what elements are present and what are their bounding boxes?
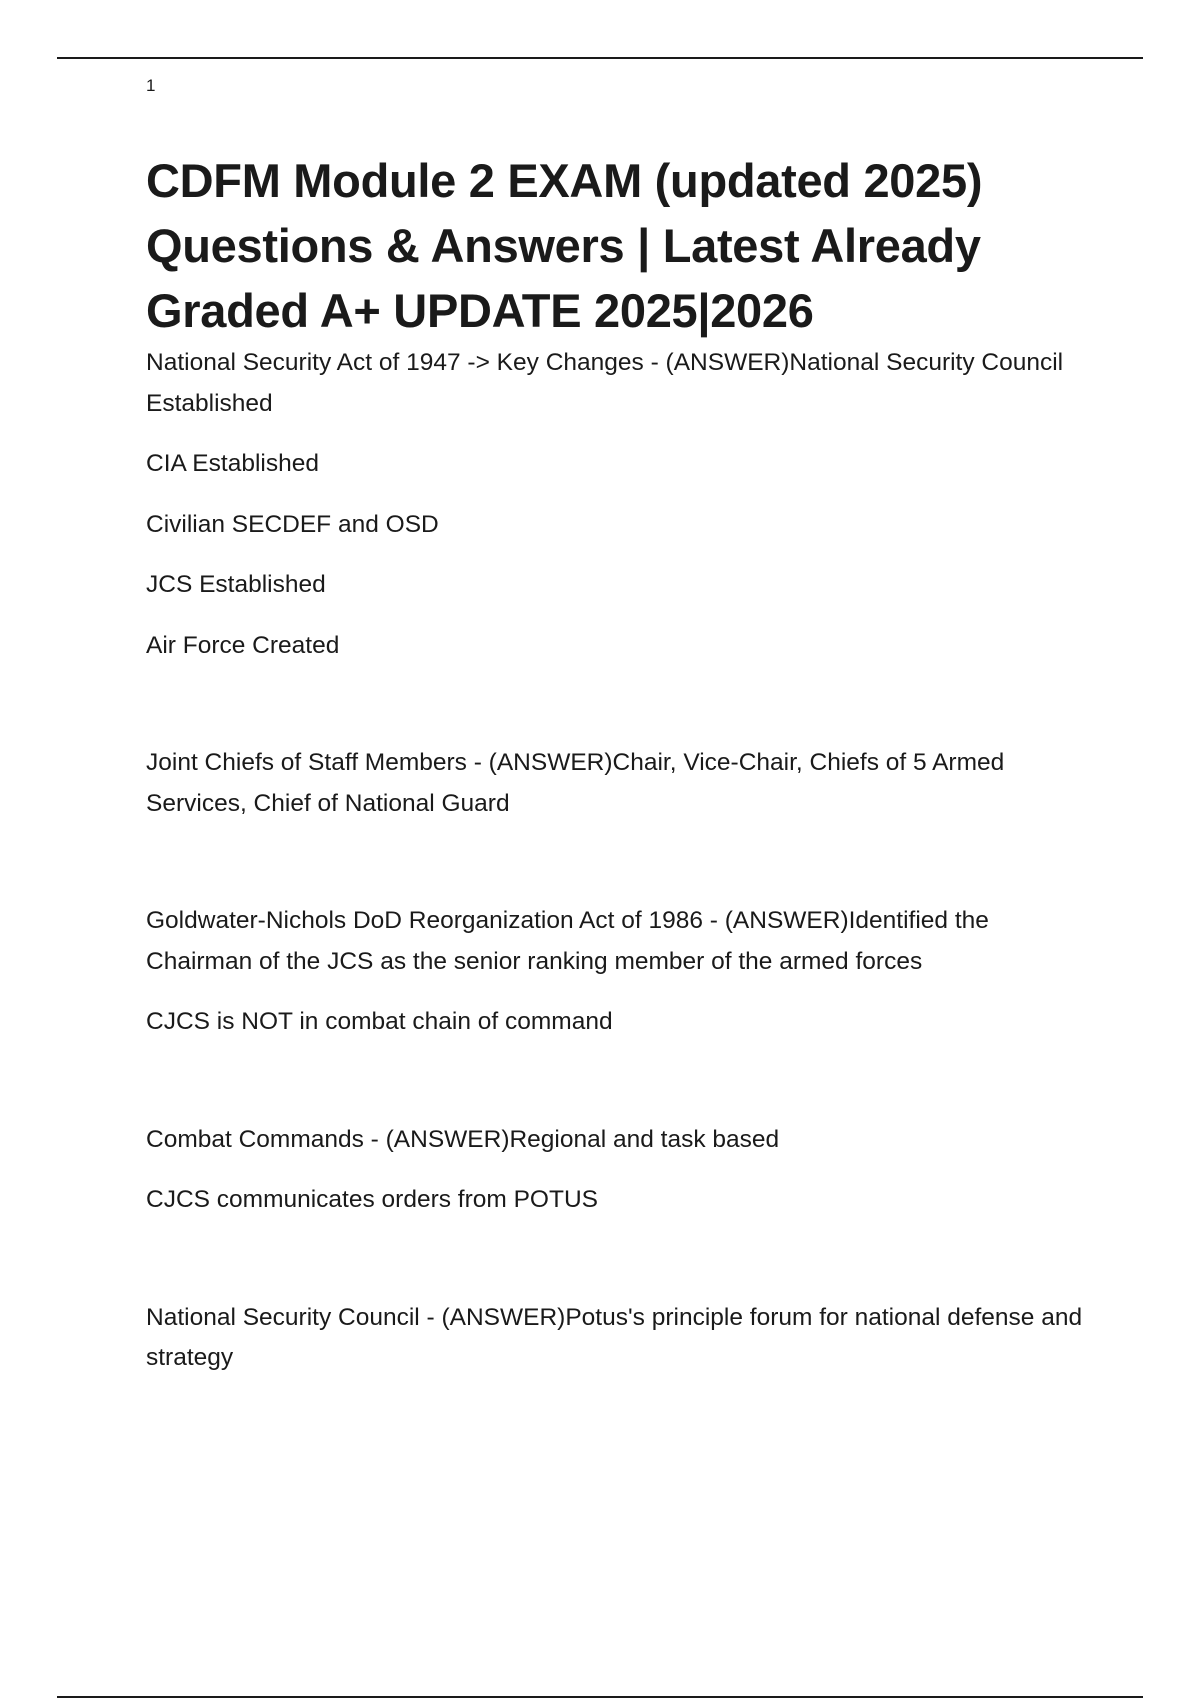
qa-question-answer: Goldwater-Nichols DoD Reorganization Act of 1986 - (ANSWER)Identified the Chairman of the JCS as the senior ranking member of the armed forces — [146, 907, 989, 975]
qa-answer-line: CIA Established — [146, 450, 319, 477]
qa-answer-line: CJCS communicates orders from POTUS — [146, 1186, 598, 1213]
qa-item — [146, 1298, 1096, 1379]
qa-answer-line: JCS Established — [146, 571, 326, 598]
qa-item — [146, 901, 1096, 1043]
document-title: CDFM Module 2 EXAM (updated 2025) Questions & Answers | Latest Already Graded A+ UPDATE 2025|2026 — [146, 154, 983, 337]
document-body — [146, 148, 1096, 1379]
qa-answer-line: CJCS is NOT in combat chain of command — [146, 1008, 613, 1035]
footer-rule — [57, 1696, 1143, 1698]
qa-item — [146, 1120, 1096, 1221]
qa-question-answer: Joint Chiefs of Staff Members - (ANSWER)Chair, Vice-Chair, Chiefs of 5 Armed Services, Chief of National Guard — [146, 749, 1005, 817]
qa-question-answer: National Security Act of 1947 -> Key Changes - (ANSWER)National Security Council Established — [146, 349, 1064, 417]
qa-answer-line: Civilian SECDEF and OSD — [146, 510, 439, 538]
page-number: 1 — [146, 76, 156, 95]
header-rule — [57, 57, 1143, 59]
qa-question-answer: National Security Council - (ANSWER)Potus's principle forum for national defense and strategy — [146, 1303, 1083, 1371]
qa-question-answer: Combat Commands - (ANSWER)Regional and task based — [146, 1125, 780, 1153]
qa-item — [146, 343, 1096, 666]
qa-item — [146, 743, 1096, 824]
qa-answer-line: Air Force Created — [146, 631, 340, 659]
